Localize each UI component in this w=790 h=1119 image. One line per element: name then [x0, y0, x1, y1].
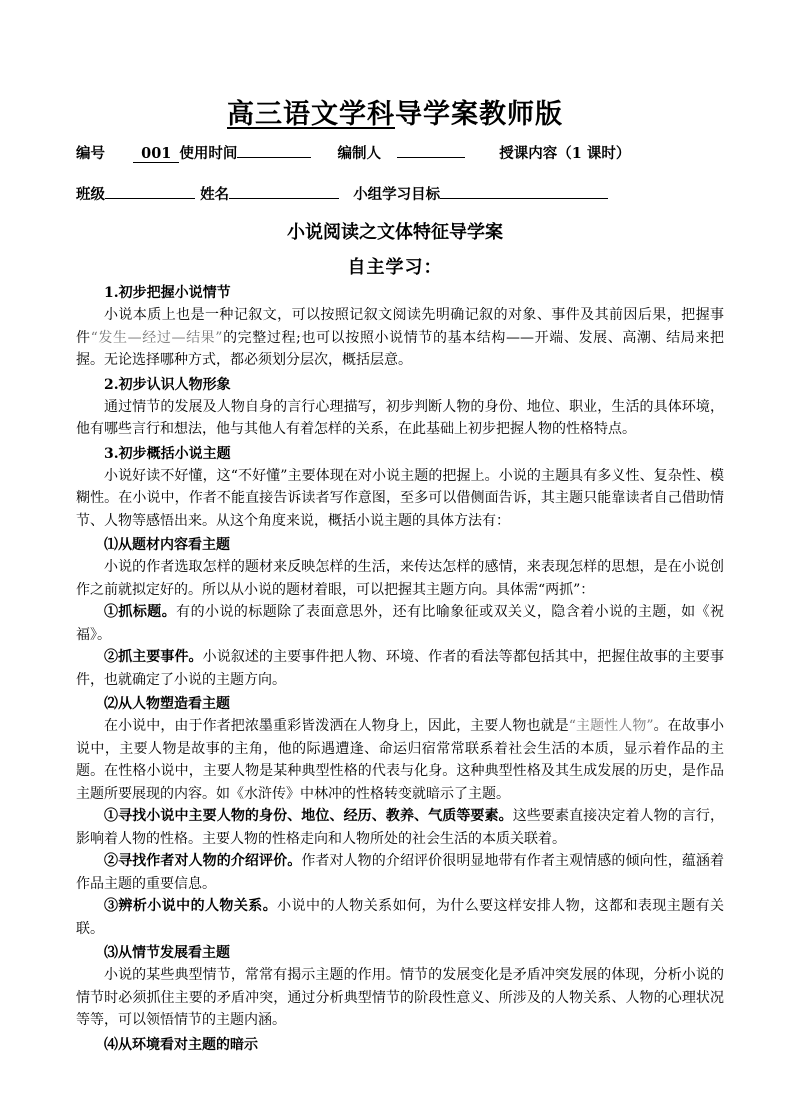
subheading-environment: ⑷从环境看对主题的暗示 [104, 1036, 258, 1053]
name-blank[interactable] [229, 184, 339, 199]
quote-plot: “发生—经过—结果” [90, 329, 223, 346]
paragraph-theme: 小说好读不好懂，这“不好懂”主要体现在对小说主题的把握上。小说的主题具有多义性、复杂性、模糊性。在小说中，作者不能直接告诉读者写作意图，至多可以借侧面告诉，其主题只能靠读者自己借助情节、人物等感悟出来。从这个角度来说，概括小说主题的具体方法有： [76, 467, 724, 529]
title-rest-part: 导学案教师版 [395, 99, 563, 130]
document-subtitle: 小说阅读之文体特征导学案 [287, 222, 503, 243]
section-title: 自主学习： [347, 257, 443, 278]
document-body [76, 280, 724, 1056]
group-goal-blank[interactable] [440, 184, 608, 199]
subheading-subject: ⑴从题材内容看主题 [104, 537, 230, 553]
name-label: 姓名 [200, 186, 230, 203]
paragraph-identity: ①寻找小说中主要人物的身份、地位、经历、教养、气质等要素。这些要素直接决定着人物的言行，影响着人物的性格。主要人物的性格走向和人物所处的社会生活的本质关联着。 [76, 808, 725, 847]
header-row-2 [76, 183, 608, 204]
subheading-character-shaping: ⑵从人物塑造看主题 [104, 696, 230, 712]
paragraph-character-shaping: 在小说中，由于作者把浓墨重彩皆泼洒在人物身上，因此，主要人物也就是“主题性人物”。在故事小说中，主要人物是故事的主角，他的际遇遭逢、命运归宿常常联系着社会生活的本质，显示着作品的主题。在性格小说中，主要人物是某种典型性格的代表与化身。这种典型性格及其生成发展的历史，是作品主题所要展现的内容。如《水浒传》中林冲的性格转变就暗示了主题。 [76, 718, 725, 802]
number-value: 001 [133, 145, 179, 163]
author-blank[interactable] [397, 143, 465, 158]
time-blank[interactable] [237, 143, 311, 158]
time-label: 使用时间 [179, 145, 238, 162]
paragraph-relations: ③辨析小说中的人物关系。小说中的人物关系如何，为什么要这样安排人物，这都和表现主题有关联。 [76, 898, 725, 937]
subheading-plot-development: ⑶从情节发展看主题 [104, 945, 230, 961]
quote-theme-character: “主题性人物” [568, 718, 654, 734]
class-blank[interactable] [105, 184, 195, 199]
heading-theme: 3.初步概括小说主题 [104, 445, 231, 462]
paragraph-plot-development: 小说的某些典型情节，常常有揭示主题的作用。情节的发展变化是矛盾冲突发展的体现，分析小说的情节时必须抓住主要的矛盾冲突，通过分析典型情节的阶段性意义、所涉及的人物关系、人物的心理状况等等，可以领悟情节的主题内涵。 [76, 967, 724, 1028]
paragraph-plot: 小说本质上也是一种记叙文，可以按照记叙文阅读先明确记叙的对象、事件及其前因后果，把握事件“发生—经过—结果”的完整过程;也可以按照小说情节的基本结构——开端、发展、高潮、结局来把握。无论选择哪种方式，都必须划分层次，概括层意。 [76, 307, 724, 368]
title-underlined-part: 高三语文学科 [227, 99, 395, 130]
paragraph-main-event: ②抓主要事件。小说叙述的主要事件把人物、环境、作者的看法等都包括其中，把握住故事的主要事件，也就确定了小说的主题方向。 [76, 649, 725, 688]
header-row-1 [76, 142, 630, 163]
heading-character: 2.初步认识人物形象 [104, 376, 231, 393]
group-goal-label: 小组学习目标 [353, 186, 441, 203]
paragraph-title-grasp: ①抓标题。有的小说的标题除了表面意思外，还有比喻象征或双关义，隐含着小说的主题，如《祝福》。 [76, 604, 725, 643]
author-label: 编制人 [337, 145, 382, 162]
paragraph-evaluation: ②寻找作者对人物的介绍评价。作者对人物的介绍评价很明显地带有作者主观情感的倾向性，蕴涵着作品主题的重要信息。 [76, 853, 725, 892]
document-title [0, 92, 790, 131]
heading-plot: 1.初步把握小说情节 [104, 285, 231, 301]
class-label: 班级 [76, 186, 105, 203]
paragraph-subject: 小说的作者选取怎样的题材来反映怎样的生活，来传达怎样的感情，来表现怎样的思想，是在小说创作之前就拟定好的。所以从小说的题材着眼，可以把握其主题方向。具体需“两抓”： [76, 559, 724, 598]
number-label: 编号 [76, 145, 105, 162]
paragraph-character: 通过情节的发展及人物自身的言行心理描写，初步判断人物的身份、地位、职业，生活的具体环境，他有哪些言行和想法，他与其他人有着怎样的关系，在此基础上初步把握人物的性格特点。 [76, 398, 724, 437]
content-label: 授课内容（1 课时） [499, 145, 631, 162]
